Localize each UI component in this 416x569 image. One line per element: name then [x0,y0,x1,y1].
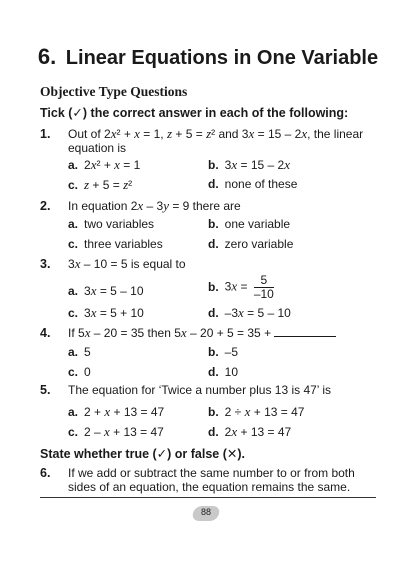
instruction-true-false: State whether true (✓) or false (✕). [40,447,246,461]
question-number: 5. [40,383,51,397]
answer-option[interactable]: d. 2x + 13 = 47 [208,424,292,439]
answer-option[interactable]: c. 2 – x + 13 = 47 [68,424,164,439]
section-heading: Objective Type Questions [40,84,188,99]
page-number: 88 [200,507,211,517]
question-text: Out of 2x² + x = 1, z + 5 = z² and 3x = 15 – 2x, the linear equation is [68,126,364,155]
answer-option[interactable]: b. –5 [208,345,239,359]
question-text: In equation 2x – 3y = 9 there are [68,198,241,213]
answer-option[interactable]: b. 3x = 15 – 2x [208,157,290,172]
chapter-title [0,44,416,70]
answer-option[interactable]: d. none of these [208,177,298,191]
answer-option[interactable]: a. 3x = 5 – 10 [68,283,144,298]
fraction [254,274,274,301]
question-number: 1. [40,127,51,141]
instruction-tick: Tick (✓) the correct answer in each of the following: [40,106,349,120]
answer-option[interactable]: a. 2x² + x = 1 [68,157,141,172]
answer-blank[interactable] [274,326,336,337]
answer-option[interactable]: d. 10 [208,365,239,379]
answer-option[interactable]: c. 3x = 5 + 10 [68,305,144,320]
question-text: The equation for ‘Twice a number plus 13 is 47’ is [68,383,332,397]
answer-option[interactable]: b. one variable [208,217,291,231]
question-number: 4. [40,326,51,340]
answer-option[interactable]: a. 5 [68,345,91,359]
answer-option[interactable]: a. 2 + x + 13 = 47 [68,404,165,419]
answer-option[interactable]: d. zero variable [208,237,294,251]
fraction-denominator: –10 [253,287,274,301]
question-number: 3. [40,257,51,271]
fraction-numerator: 5 [254,274,274,288]
question-number: 6. [40,466,51,480]
answer-option[interactable]: c. 0 [68,365,91,379]
answer-option[interactable]: c. z + 5 = z² [68,177,133,192]
question-number: 2. [40,199,51,213]
answer-option[interactable]: b. 3x = $\frac{5}{-10}$ [208,273,274,301]
chapter-number: 6. [37,44,57,69]
answer-option[interactable]: c. three variables [68,237,163,251]
answer-option[interactable]: b. 2 ÷ x + 13 = 47 [208,404,305,419]
question-text: 3x – 10 = 5 is equal to [68,256,186,271]
answer-option[interactable]: a. two variables [68,217,155,231]
question-text: If 5x – 20 = 35 then 5x – 20 + 5 = 35 + [68,326,378,340]
answer-option[interactable]: d. –3x = 5 – 10 [208,305,291,320]
chapter-title-text: Linear Equations in One Variable [65,47,379,69]
footer-divider [40,497,376,498]
question-text: If we add or subtract the same number to or from both sides of an equation, the equation remains the same. [68,466,355,494]
